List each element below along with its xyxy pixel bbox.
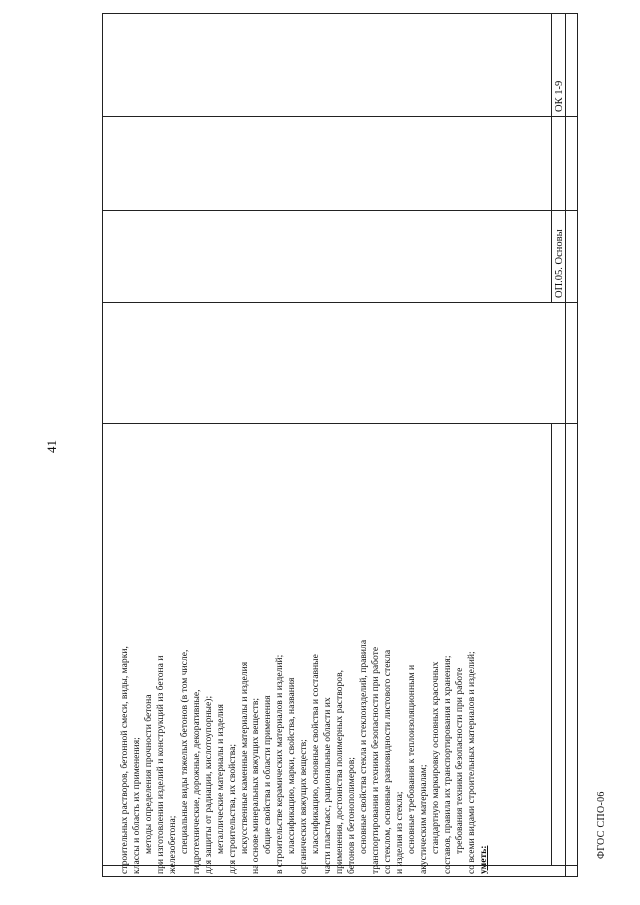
content-line: строительных растворов, бетонной смеси, виды, марки, xyxy=(119,646,130,874)
content-line: классификацию, основные свойства и составные xyxy=(310,654,322,854)
content-line: для защиты от радиации, кислотоупорные); xyxy=(202,695,214,874)
content-line: требования техники безопасности при работе xyxy=(453,667,465,854)
content-line: на основе минеральных вяжущих веществ; xyxy=(250,697,262,874)
content-line: основные требования к теплоизоляционным и xyxy=(405,664,417,854)
subject-code-cell: ОП.05. Основы xyxy=(554,229,565,298)
content-line: со стеклом, основные разновидности листового стекла xyxy=(381,649,393,874)
content-line: в строительстве керамических материалов и изделий; xyxy=(274,654,286,874)
content-line: методы определения прочности бетона xyxy=(142,694,154,854)
standards-table xyxy=(102,13,578,877)
content-line: органических вяжущих веществ; xyxy=(298,739,310,874)
content-line: и изделия из стекла; xyxy=(393,791,405,874)
content-line: железобетона; xyxy=(166,815,178,874)
content-line: для строительства, их свойства; xyxy=(226,743,238,874)
knowledge-list-cell xyxy=(119,426,565,874)
content-line: бетонов и бетонополимеров; xyxy=(346,757,358,874)
table-row-line xyxy=(551,14,552,303)
content-line: искусственные каменные материалы и изделия xyxy=(238,661,250,854)
content-line: транспортирования и техники безопасности при работе xyxy=(370,646,382,874)
table-row-line xyxy=(565,14,566,876)
table-column-line xyxy=(103,423,577,424)
table-column-line xyxy=(103,210,577,211)
content-line: уметь: xyxy=(477,845,489,874)
content-line: металлические материалы и изделия xyxy=(214,704,226,854)
table-column-line xyxy=(103,302,577,303)
table-column-line xyxy=(103,116,577,117)
content-line: классы и область их применения; xyxy=(130,737,142,874)
content-line: общие свойства и области применения xyxy=(262,695,274,854)
content-line: применения, достоинства полимерных растворов, xyxy=(334,670,346,874)
content-line: части пластмасс, рациональные области их xyxy=(322,697,334,874)
document-footer: ФГОС СПО-06 xyxy=(596,791,607,859)
content-line: со всеми видами строительных материалов и изделий; xyxy=(465,651,477,874)
content-line: составов, правила их транспортирования и хранения; xyxy=(441,655,453,874)
content-line: основные свойства стекла и стеклоизделий, правила xyxy=(358,639,370,854)
competencies-cell: ОК 1-9 xyxy=(554,80,565,112)
content-line: гидротехнические, дорожные, декоративные, xyxy=(190,689,202,874)
content-line: специальные виды тяжелых бетонов (в том числе, xyxy=(178,649,190,854)
content-line: акустическим материалам; xyxy=(417,764,429,874)
content-line: при изготовлении изделий и конструкций из бетона и xyxy=(154,655,166,874)
page-number: 41 xyxy=(44,440,59,453)
content-line: стандартную маркировку основных красочных xyxy=(429,661,441,854)
content-line: классификацию, марки, свойства, названия xyxy=(286,677,298,854)
